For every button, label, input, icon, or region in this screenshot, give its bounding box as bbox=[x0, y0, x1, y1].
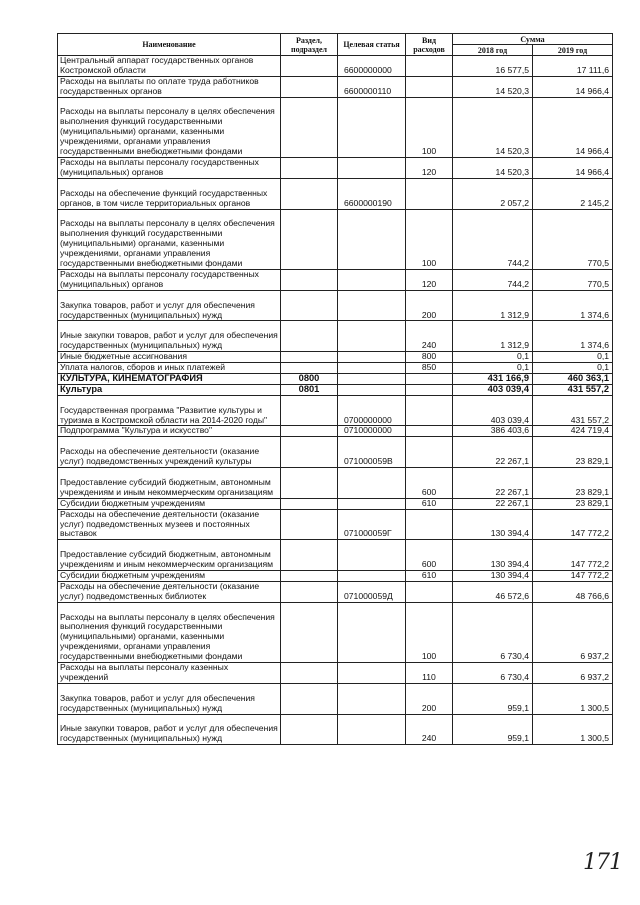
row-target: 6600000000 bbox=[338, 56, 406, 77]
row-name: Иные закупки товаров, работ и услуг для обеспечения государственных (муниципальных) нужд bbox=[58, 714, 281, 745]
row-section bbox=[281, 571, 338, 582]
table-row bbox=[58, 581, 613, 602]
table-row bbox=[58, 97, 613, 157]
row-value-2018: 22 267,1 bbox=[453, 498, 533, 509]
table-row bbox=[58, 76, 613, 97]
row-value-2018: 130 394,4 bbox=[453, 540, 533, 571]
row-type: 200 bbox=[406, 683, 453, 714]
row-value-2018: 959,1 bbox=[453, 683, 533, 714]
row-value-2019: 0,1 bbox=[533, 352, 613, 363]
row-target bbox=[338, 714, 406, 745]
row-section bbox=[281, 714, 338, 745]
row-type bbox=[406, 509, 453, 540]
table-row bbox=[58, 714, 613, 745]
header-name: Наименование bbox=[58, 34, 281, 56]
row-value-2019: 770,5 bbox=[533, 269, 613, 290]
row-value-2018: 14 520,3 bbox=[453, 97, 533, 157]
row-type: 100 bbox=[406, 97, 453, 157]
row-type: 600 bbox=[406, 468, 453, 499]
row-target bbox=[338, 158, 406, 179]
row-target: 071000059Г bbox=[338, 509, 406, 540]
row-target bbox=[338, 498, 406, 509]
row-value-2018: 403 039,4 bbox=[453, 384, 533, 395]
row-target bbox=[338, 373, 406, 384]
table-row bbox=[58, 468, 613, 499]
row-name: Центральный аппарат государственных органов Костромской области bbox=[58, 56, 281, 77]
row-name: Расходы на обеспечение деятельности (оказание услуг) подведомственных музеев и постоянных выставок bbox=[58, 509, 281, 540]
row-name: Расходы на выплаты по оплате труда работников государственных органов bbox=[58, 76, 281, 97]
table-row bbox=[58, 321, 613, 352]
row-value-2019: 1 374,6 bbox=[533, 321, 613, 352]
row-value-2019: 23 829,1 bbox=[533, 498, 613, 509]
table-row bbox=[58, 56, 613, 77]
row-value-2018: 22 267,1 bbox=[453, 468, 533, 499]
table-body bbox=[58, 56, 613, 745]
table-row bbox=[58, 352, 613, 363]
row-section bbox=[281, 321, 338, 352]
row-section bbox=[281, 97, 338, 157]
row-name: Расходы на выплаты персоналу казенных учреждений bbox=[58, 663, 281, 684]
row-section bbox=[281, 158, 338, 179]
row-section bbox=[281, 581, 338, 602]
row-name: Уплата налогов, сборов и иных платежей bbox=[58, 363, 281, 374]
row-section bbox=[281, 437, 338, 468]
row-section bbox=[281, 269, 338, 290]
row-type: 120 bbox=[406, 158, 453, 179]
row-target: 0700000000 bbox=[338, 395, 406, 426]
row-value-2018: 130 394,4 bbox=[453, 571, 533, 582]
row-value-2018: 403 039,4 bbox=[453, 395, 533, 426]
row-value-2019: 14 966,4 bbox=[533, 97, 613, 157]
row-value-2019: 23 829,1 bbox=[533, 437, 613, 468]
table-row bbox=[58, 498, 613, 509]
row-section bbox=[281, 76, 338, 97]
row-name: Расходы на обеспечение функций государственных органов, в том числе территориальных органов bbox=[58, 178, 281, 209]
table-row bbox=[58, 663, 613, 684]
row-type: 120 bbox=[406, 269, 453, 290]
row-name: Закупка товаров, работ и услуг для обеспечения государственных (муниципальных) нужд bbox=[58, 290, 281, 321]
table-row bbox=[58, 269, 613, 290]
row-type bbox=[406, 76, 453, 97]
row-name: Расходы на выплаты персоналу в целях обеспечения выполнения функций государственными (муниципальными) органами, казенными учреждениями, органами управления государственными внебюджетными фондами bbox=[58, 97, 281, 157]
row-target bbox=[338, 352, 406, 363]
row-target: 071000059В bbox=[338, 437, 406, 468]
row-value-2018: 16 577,5 bbox=[453, 56, 533, 77]
row-section bbox=[281, 395, 338, 426]
row-value-2018: 46 572,6 bbox=[453, 581, 533, 602]
table-row bbox=[58, 602, 613, 662]
row-name: Предоставление субсидий бюджетным, автономным учреждениям и иным некоммерческим организациям bbox=[58, 540, 281, 571]
table-row bbox=[58, 158, 613, 179]
row-target bbox=[338, 571, 406, 582]
row-section: 0801 bbox=[281, 384, 338, 395]
table-row bbox=[58, 209, 613, 269]
row-target bbox=[338, 384, 406, 395]
row-value-2018: 1 312,9 bbox=[453, 290, 533, 321]
row-value-2019: 147 772,2 bbox=[533, 509, 613, 540]
row-type bbox=[406, 581, 453, 602]
row-value-2018: 130 394,4 bbox=[453, 509, 533, 540]
row-name: Расходы на выплаты персоналу в целях обеспечения выполнения функций государственными (муниципальными) органами, казенными учреждениями, органами управления государственными внебюджетными фондами bbox=[58, 602, 281, 662]
row-value-2018: 0,1 bbox=[453, 363, 533, 374]
row-section bbox=[281, 663, 338, 684]
row-type: 600 bbox=[406, 540, 453, 571]
table-row bbox=[58, 571, 613, 582]
row-target bbox=[338, 540, 406, 571]
row-section bbox=[281, 498, 338, 509]
row-name: Закупка товаров, работ и услуг для обеспечения государственных (муниципальных) нужд bbox=[58, 683, 281, 714]
row-section bbox=[281, 56, 338, 77]
row-name: Иные бюджетные ассигнования bbox=[58, 352, 281, 363]
row-value-2019: 1 300,5 bbox=[533, 683, 613, 714]
row-value-2019: 431 557,2 bbox=[533, 384, 613, 395]
row-target: 6600000190 bbox=[338, 178, 406, 209]
row-value-2018: 22 267,1 bbox=[453, 437, 533, 468]
table-row bbox=[58, 426, 613, 437]
row-value-2019: 424 719,4 bbox=[533, 426, 613, 437]
row-section bbox=[281, 540, 338, 571]
row-value-2018: 744,2 bbox=[453, 209, 533, 269]
row-value-2018: 0,1 bbox=[453, 352, 533, 363]
row-value-2019: 14 966,4 bbox=[533, 158, 613, 179]
row-name: Расходы на выплаты персоналу в целях обеспечения выполнения функций государственными (муниципальными) органами, казенными учреждениями, органами управления государственными внебюджетными фондами bbox=[58, 209, 281, 269]
row-value-2018: 14 520,3 bbox=[453, 158, 533, 179]
row-name: Субсидии бюджетным учреждениям bbox=[58, 571, 281, 582]
row-value-2019: 460 363,1 bbox=[533, 373, 613, 384]
table-row bbox=[58, 540, 613, 571]
row-target bbox=[338, 321, 406, 352]
table-row bbox=[58, 290, 613, 321]
row-type: 800 bbox=[406, 352, 453, 363]
row-section bbox=[281, 602, 338, 662]
table-row bbox=[58, 178, 613, 209]
row-value-2019: 1 374,6 bbox=[533, 290, 613, 321]
row-value-2019: 147 772,2 bbox=[533, 540, 613, 571]
row-type: 100 bbox=[406, 602, 453, 662]
row-section bbox=[281, 178, 338, 209]
header-sum: Сумма bbox=[453, 34, 613, 45]
table-row bbox=[58, 363, 613, 374]
row-target bbox=[338, 663, 406, 684]
row-section bbox=[281, 426, 338, 437]
row-value-2019: 431 557,2 bbox=[533, 395, 613, 426]
row-name: Субсидии бюджетным учреждениям bbox=[58, 498, 281, 509]
row-target bbox=[338, 363, 406, 374]
row-target bbox=[338, 683, 406, 714]
table-row bbox=[58, 437, 613, 468]
row-type bbox=[406, 178, 453, 209]
row-value-2018: 959,1 bbox=[453, 714, 533, 745]
row-name: Расходы на обеспечение деятельности (оказание услуг) подведомственных библиотек bbox=[58, 581, 281, 602]
row-value-2019: 0,1 bbox=[533, 363, 613, 374]
table-row bbox=[58, 384, 613, 395]
table-row bbox=[58, 509, 613, 540]
row-value-2018: 6 730,4 bbox=[453, 602, 533, 662]
row-target bbox=[338, 209, 406, 269]
header-year-2019: 2019 год bbox=[533, 45, 613, 56]
row-value-2018: 6 730,4 bbox=[453, 663, 533, 684]
row-type: 850 bbox=[406, 363, 453, 374]
header-target: Целевая статья bbox=[338, 34, 406, 56]
row-value-2019: 48 766,6 bbox=[533, 581, 613, 602]
row-type: 200 bbox=[406, 290, 453, 321]
row-target bbox=[338, 468, 406, 499]
row-type bbox=[406, 373, 453, 384]
table-row bbox=[58, 395, 613, 426]
row-name: Предоставление субсидий бюджетным, автономным учреждениям и иным некоммерческим организациям bbox=[58, 468, 281, 499]
row-value-2019: 23 829,1 bbox=[533, 468, 613, 499]
row-section bbox=[281, 683, 338, 714]
row-section bbox=[281, 363, 338, 374]
row-name: Государственная программа "Развитие культуры и туризма в Костромской области на 2014-2020 годы" bbox=[58, 395, 281, 426]
row-type bbox=[406, 56, 453, 77]
row-value-2018: 2 057,2 bbox=[453, 178, 533, 209]
header-section: Раздел, подраздел bbox=[281, 34, 338, 56]
page-number: 171 bbox=[583, 850, 622, 875]
row-section bbox=[281, 352, 338, 363]
row-section bbox=[281, 290, 338, 321]
row-value-2018: 14 520,3 bbox=[453, 76, 533, 97]
row-value-2019: 17 111,6 bbox=[533, 56, 613, 77]
row-section bbox=[281, 468, 338, 499]
row-value-2018: 744,2 bbox=[453, 269, 533, 290]
row-type bbox=[406, 395, 453, 426]
row-value-2018: 1 312,9 bbox=[453, 321, 533, 352]
row-type: 240 bbox=[406, 321, 453, 352]
row-value-2019: 2 145,2 bbox=[533, 178, 613, 209]
row-type: 610 bbox=[406, 498, 453, 509]
row-value-2019: 6 937,2 bbox=[533, 663, 613, 684]
row-target: 071000059Д bbox=[338, 581, 406, 602]
header-year-2018: 2018 год bbox=[453, 45, 533, 56]
budget-table bbox=[57, 33, 613, 745]
row-value-2019: 147 772,2 bbox=[533, 571, 613, 582]
row-value-2018: 431 166,9 bbox=[453, 373, 533, 384]
row-target bbox=[338, 97, 406, 157]
row-name: Расходы на обеспечение деятельности (оказание услуг) подведомственных учреждений культуры bbox=[58, 437, 281, 468]
row-name: Иные закупки товаров, работ и услуг для обеспечения государственных (муниципальных) нужд bbox=[58, 321, 281, 352]
row-section bbox=[281, 509, 338, 540]
row-type bbox=[406, 384, 453, 395]
row-type: 240 bbox=[406, 714, 453, 745]
row-target bbox=[338, 602, 406, 662]
row-value-2019: 6 937,2 bbox=[533, 602, 613, 662]
row-type: 110 bbox=[406, 663, 453, 684]
row-target: 6600000110 bbox=[338, 76, 406, 97]
row-target: 0710000000 bbox=[338, 426, 406, 437]
table-row bbox=[58, 373, 613, 384]
row-name: Расходы на выплаты персоналу государственных (муниципальных) органов bbox=[58, 269, 281, 290]
row-name: Культура bbox=[58, 384, 281, 395]
row-name: Расходы на выплаты персоналу государственных (муниципальных) органов bbox=[58, 158, 281, 179]
row-section: 0800 bbox=[281, 373, 338, 384]
row-value-2019: 770,5 bbox=[533, 209, 613, 269]
table-row bbox=[58, 683, 613, 714]
row-target bbox=[338, 290, 406, 321]
row-type: 610 bbox=[406, 571, 453, 582]
row-value-2018: 386 403,6 bbox=[453, 426, 533, 437]
header-type: Вид расходов bbox=[406, 34, 453, 56]
row-name: КУЛЬТУРА, КИНЕМАТОГРАФИЯ bbox=[58, 373, 281, 384]
row-value-2019: 14 966,4 bbox=[533, 76, 613, 97]
row-value-2019: 1 300,5 bbox=[533, 714, 613, 745]
row-type: 100 bbox=[406, 209, 453, 269]
row-section bbox=[281, 209, 338, 269]
row-type bbox=[406, 437, 453, 468]
row-name: Подпрограмма "Культура и искусство" bbox=[58, 426, 281, 437]
row-type bbox=[406, 426, 453, 437]
row-target bbox=[338, 269, 406, 290]
